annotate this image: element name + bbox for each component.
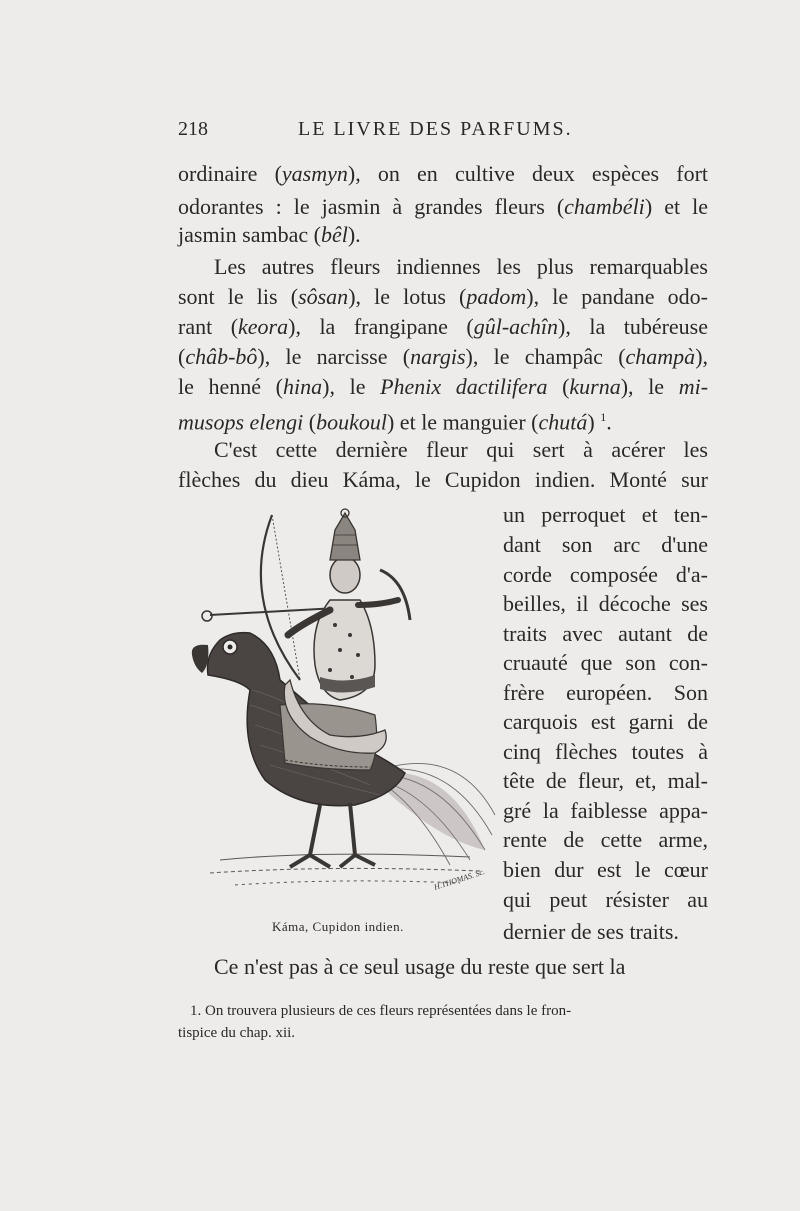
column-line: un perroquet et ten- xyxy=(503,502,708,527)
footnote-line: 1. On trouvera plusieurs de ces fleurs représentées dans le fron- xyxy=(190,1003,572,1019)
running-title: LE LIVRE DES PARFUMS. xyxy=(298,118,573,140)
text-line: Ce n'est pas à ce seul usage du reste que sert la xyxy=(214,954,626,979)
footnote-line: tispice du chap. xii. xyxy=(178,1025,296,1041)
text-line: jasmin sambac (bêl). xyxy=(178,222,361,247)
kama-engraving xyxy=(180,505,500,915)
text-line: odorantes : le jasmin à grandes fleurs (chambéli) et le xyxy=(178,194,708,219)
text-line: musops elengi (boukoul) et le manguier (chutá) $^1$. xyxy=(178,409,612,435)
running-header xyxy=(178,118,708,148)
column-line: corde composée d'a- xyxy=(503,562,708,587)
column-line: qui peut résister au xyxy=(503,887,708,912)
column-line: dernier de ses traits. xyxy=(503,919,679,944)
column-line: gré la faiblesse appa- xyxy=(503,798,708,823)
text-line: (châb-bô), le narcisse (nargis), le champâc (champà), xyxy=(178,344,709,369)
text-line: le henné (hina), le Phenix dactilifera (kurna), le mi- xyxy=(178,374,709,399)
footnote-ref: 1 xyxy=(600,410,607,424)
page-number: 218 xyxy=(178,118,208,140)
column-line: frère européen. Son xyxy=(503,680,708,705)
column-line: carquois est garni de xyxy=(503,709,708,734)
column-line: bien dur est le cœur xyxy=(503,857,708,882)
text-line: rant (keora), la frangipane (gûl-achîn), la tubéreuse xyxy=(178,314,709,339)
column-line: rente de cette arme, xyxy=(503,827,708,852)
column-line: beilles, il décoche ses xyxy=(503,591,708,616)
text-line: ordinaire (yasmyn), on en cultive deux espèces fort xyxy=(178,161,709,186)
column-line: cinq flèches toutes à xyxy=(503,739,708,764)
text-line: C'est cette dernière fleur qui sert à acérer les xyxy=(214,437,708,462)
text-line: Les autres fleurs indiennes les plus remarquables xyxy=(214,254,708,279)
column-line: traits avec autant de xyxy=(503,621,708,646)
figure-caption: Káma, Cupidon indien. xyxy=(272,919,404,934)
column-line: dant son arc d'une xyxy=(503,532,708,557)
column-line: cruauté que son con- xyxy=(503,650,708,675)
column-line: tête de fleur, et, mal- xyxy=(503,768,708,793)
engraver-signature: H.THOMAS. Sc. xyxy=(432,866,486,892)
text-line: flèches du dieu Káma, le Cupidon indien. Monté sur xyxy=(178,467,708,492)
text-line: sont le lis (sôsan), le lotus (padom), le pandane odo- xyxy=(178,284,708,309)
